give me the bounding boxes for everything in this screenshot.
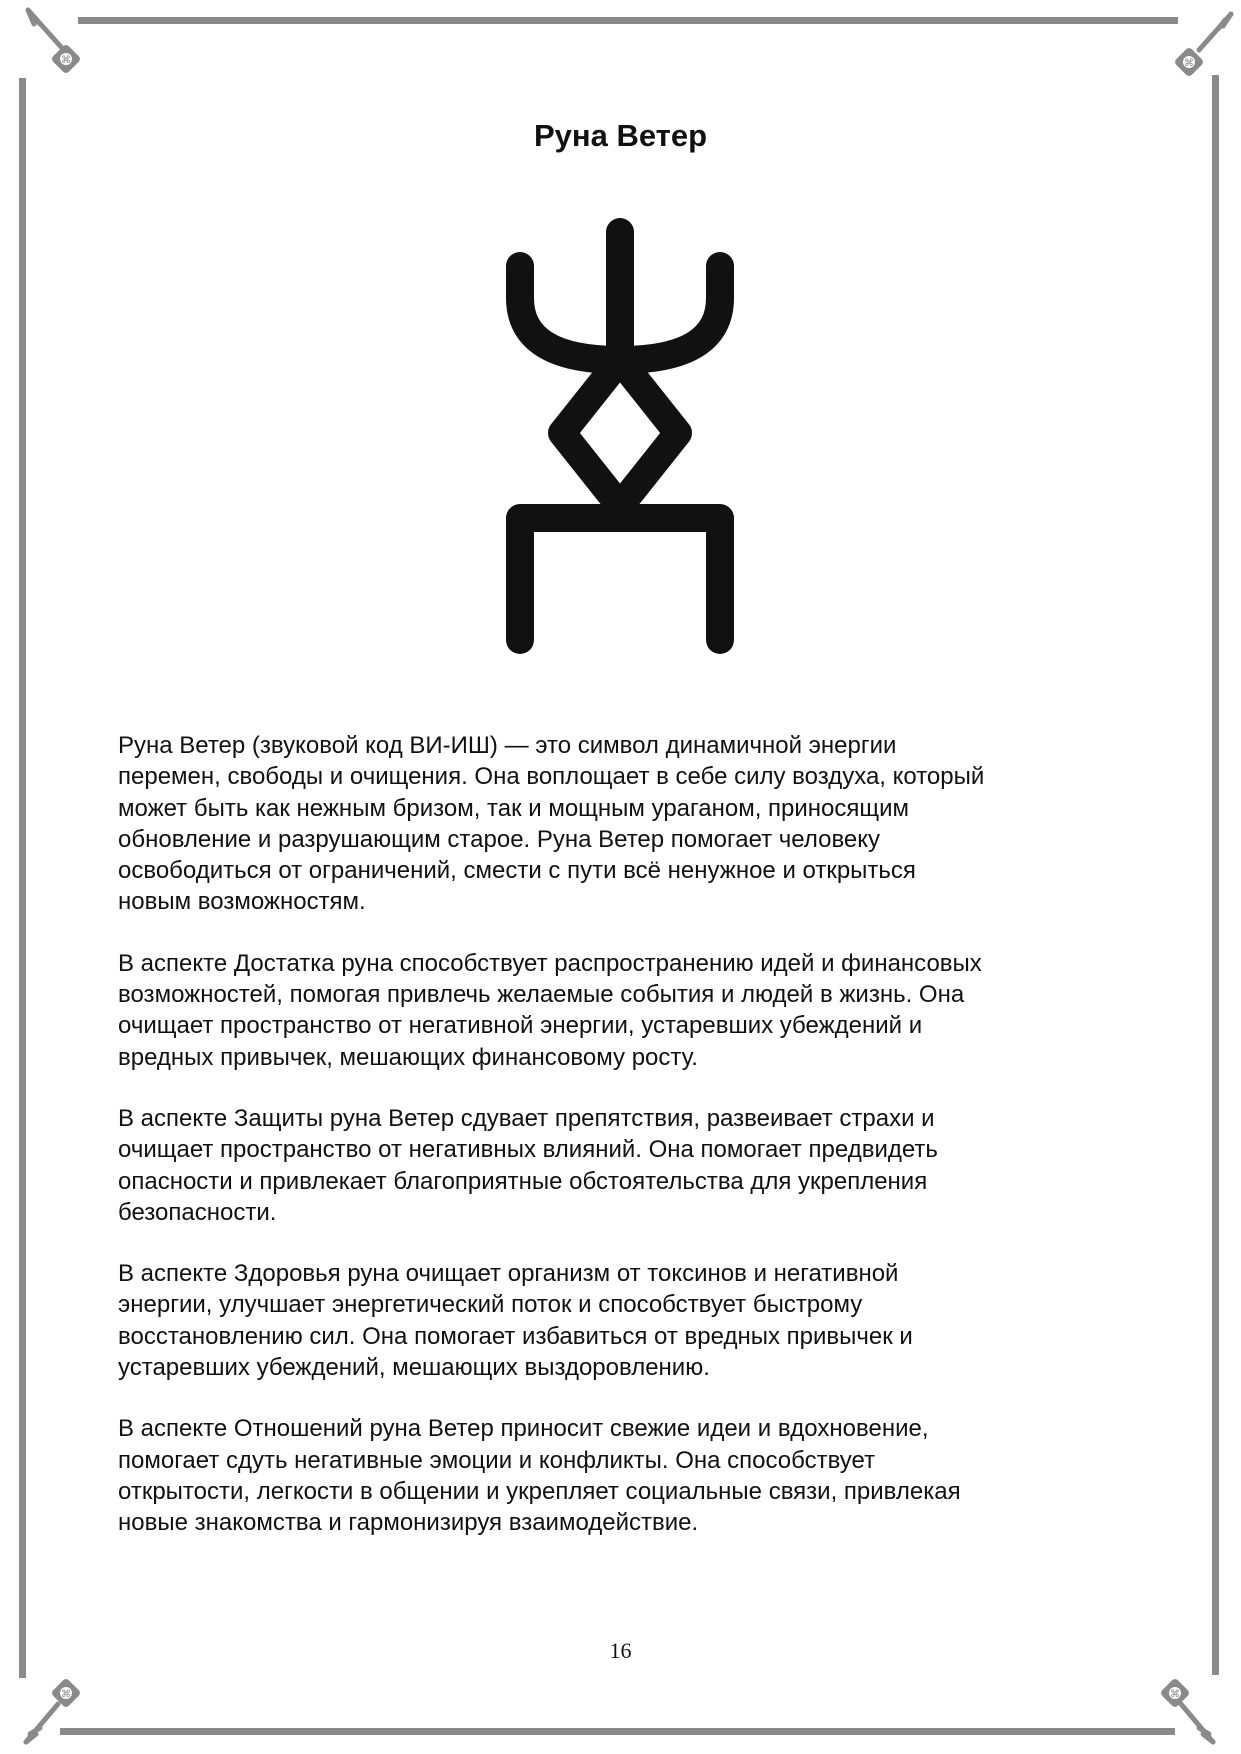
ornament-glyph: ⌘ [61, 55, 71, 66]
rune-veter-symbol-icon [490, 218, 750, 658]
paragraph-relationships: В аспекте Отношений руна Ветер приносит свежие идеи и вдохновение, помогает сдуть негативные эмоции и конфликты. Она способствует открытости, легкости в общении и укрепляет социальные связи, привлекая новые знакомства и гармонизируя взаимодействие. [118, 1415, 961, 1537]
paragraph-health: В аспекте Здоровья руна очищает организм от токсинов и негативной энергии, улучшает энергетический поток и способствует быстрому восстановлению сил. Она помогает избавиться от вредных привычек и устаревших убеждений, мешающих выздоровлению. [118, 1260, 913, 1382]
paragraph-protection: В аспекте Защиты руна Ветер сдувает препятствия, развеивает страхи и очищает пространство от негативных влияний. Она помогает предвидеть опасности и привлекает благоприятные обстоятельства для укрепления безопасности. [118, 1104, 938, 1226]
paragraph-intro: Руна Ветер (звуковой код ВИ-ИШ) — это символ динамичной энергии перемен, свободы и очищения. Она воплощает в себе силу воздуха, который может быть как нежным бризом, так и мощным ураганом, приносящим обновление и разрушающим старое. Руна Ветер помогает человеку освободиться от ограничений, смести с пути всё ненужное и открыться новым возможностям. [118, 732, 985, 916]
corner-key-ornament-icon-top-right [1151, 0, 1241, 90]
ornament-glyph: ⌘ [61, 1689, 71, 1700]
frame-bottom-border [60, 1728, 1175, 1735]
frame-right-border [1212, 75, 1219, 1675]
paragraph-wealth: В аспекте Достатка руна способствует распространению идей и финансовых возможностей, помогая привлечь желаемые события и людей в жизнь. Она очищает пространство от негативной энергии, устаревших убеждений и вредных привычек, мешающих финансовому росту. [118, 949, 982, 1071]
ornament-glyph: ⌘ [1184, 58, 1194, 69]
corner-key-ornament-icon-top-left [0, 0, 90, 90]
body-text [118, 730, 1138, 1569]
corner-key-ornament-icon-bottom-left [0, 1664, 90, 1754]
frame-top-border [78, 17, 1178, 24]
ornament-glyph: ⌘ [1170, 1689, 1180, 1700]
page-title: Руна Ветер [533, 118, 708, 153]
corner-key-ornament-icon-bottom-right [1151, 1664, 1241, 1754]
page-number: 16 [609, 1638, 632, 1663]
frame-left-border [19, 78, 26, 1678]
